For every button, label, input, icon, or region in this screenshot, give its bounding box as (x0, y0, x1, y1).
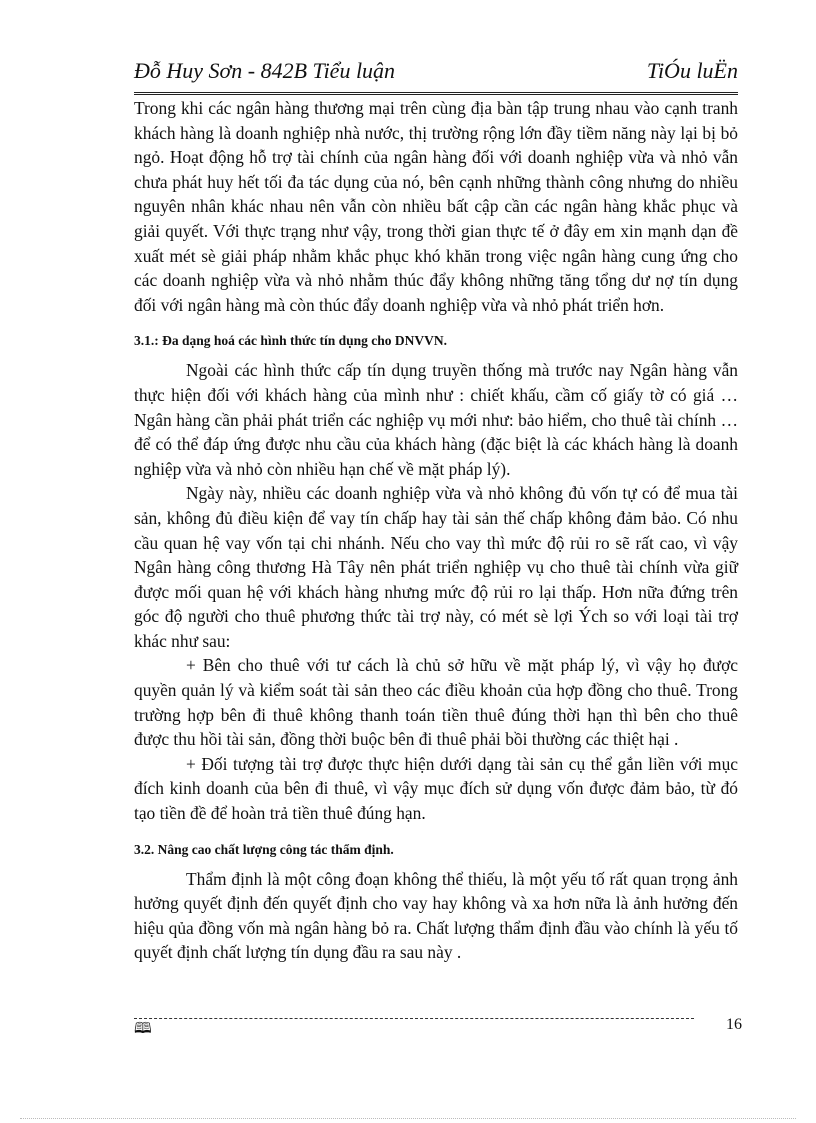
footer-divider (134, 1018, 694, 1019)
paragraph: Ngày này, nhiều các doanh nghiệp vừa và nhỏ không đủ vốn tự có để mua tài sản, không đủ điều kiện để vay tín chấp hay tài sản thế chấp không đảm bảo. Có nhu cầu quan hệ vay vốn tại chi nhánh. Nếu cho vay thì mức độ rủi ro sẽ rất cao, vì vậy Ngân hàng công thương Hà Tây nên phát triển nghiệp vụ cho thuê tài chính vừa giữ được mối quan hệ với khách hàng nhưng mức độ rủi ro lại thấp. Hơn nữa đứng trên góc độ người cho thuê phương thức tài trợ này, có mét sè lợi Ých so với loại tài trợ khác như sau: (134, 483, 738, 651)
paragraph: Thẩm định là một công đoạn không thể thiếu, là một yếu tố rất quan trọng ảnh hưởng quyết định đến quyết định cho vay hay không và xa hơn nữa là ảnh hưởng đến hiệu qủa đồng vốn mà ngân hàng bỏ ra. Chất lượng thẩm định đầu vào chính là yếu tố quyết định chất lượng tín dụng đầu ra sau này . (134, 868, 738, 963)
page-bottom-divider (20, 1118, 796, 1119)
header-doc-type: TiÓu luËn (646, 58, 738, 83)
page-number: 16 (726, 1016, 742, 1033)
paragraph: Trong khi các ngân hàng thương mại trên cùng địa bàn tập trung nhau vào cạnh tranh khách hàng là doanh nghiệp nhà nước, thị trường rộng lớn đầy tiềm năng này lại bị bỏ ngỏ. Hoạt động hỗ trợ tài chính của ngân hàng đối với doanh nghiệp vừa và nhỏ vẫn chưa phát huy hết tối đa tác dụng của nó, bên cạnh những thành công nhưng do nhiều nguyên nhân khác nhau nên vẫn còn nhiều bất cập cần các ngân hàng khắc phục và giải quyết. Với thực trạng như vậy, trong thời gian thực tế ở đây em xin mạnh dạn đề xuất mét sè giải pháp nhằm khắc phục khó khăn trong việc ngân hàng cung ứng cho các doanh nghiệp vừa và nhỏ nhằm thúc đẩy không những tăng tổng dư nợ tín dụng đối với ngân hàng mà còn thúc đẩy doanh nghiệp vừa và nhỏ phát triển hơn. (134, 98, 738, 315)
book-icon: 🕮 (134, 1019, 152, 1037)
header-author-title: Đỗ Huy Sơn - 842B Tiểu luận (134, 58, 396, 83)
section-heading-3-2: 3.2. Nâng cao chất lượng công tác thẩm định. (134, 841, 394, 857)
page-header (134, 58, 738, 95)
paragraph: Ngoài các hình thức cấp tín dụng truyền thống mà trước nay Ngân hàng vẫn thực hiện đối với khách hàng của mình như : chiết khấu, cầm cố giấy tờ có giá … Ngân hàng cần phải phát triển các nghiệp vụ mới như: bảo hiểm, cho thuê tài chính … để có thể đáp ứng được nhu cầu của khách hàng (đặc biệt là các khách hàng là doanh nghiệp vừa và nhỏ còn nhiều hạn chế về mặt pháp lý). (134, 360, 738, 479)
document-body (134, 96, 738, 965)
bullet-paragraph: + Đối tượng tài trợ được thực hiện dưới dạng tài sản cụ thể gắn liền với mục đích kinh doanh của bên đi thuê, vì vậy mục đích sử dụng vốn được đảm bảo, từ đó tạo tiền đề để hoàn trả tiền thuê đúng hạn. (134, 753, 738, 824)
bullet-paragraph: + Bên cho thuê với tư cách là chủ sở hữu về mặt pháp lý, vì vậy họ được quyền quản lý và kiểm soát tài sản theo các điều khoản của hợp đồng cho thuê. Trong trường hợp bên đi thuê không thanh toán tiền thuê đúng thời hạn thì bên cho thuê được thu hồi tài sản, đồng thời buộc bên đi thuê phải bồi thường các thiệt hại . (134, 655, 738, 750)
section-heading-3-1: 3.1.: Đa dạng hoá các hình thức tín dụng cho DNVVN. (134, 333, 448, 349)
